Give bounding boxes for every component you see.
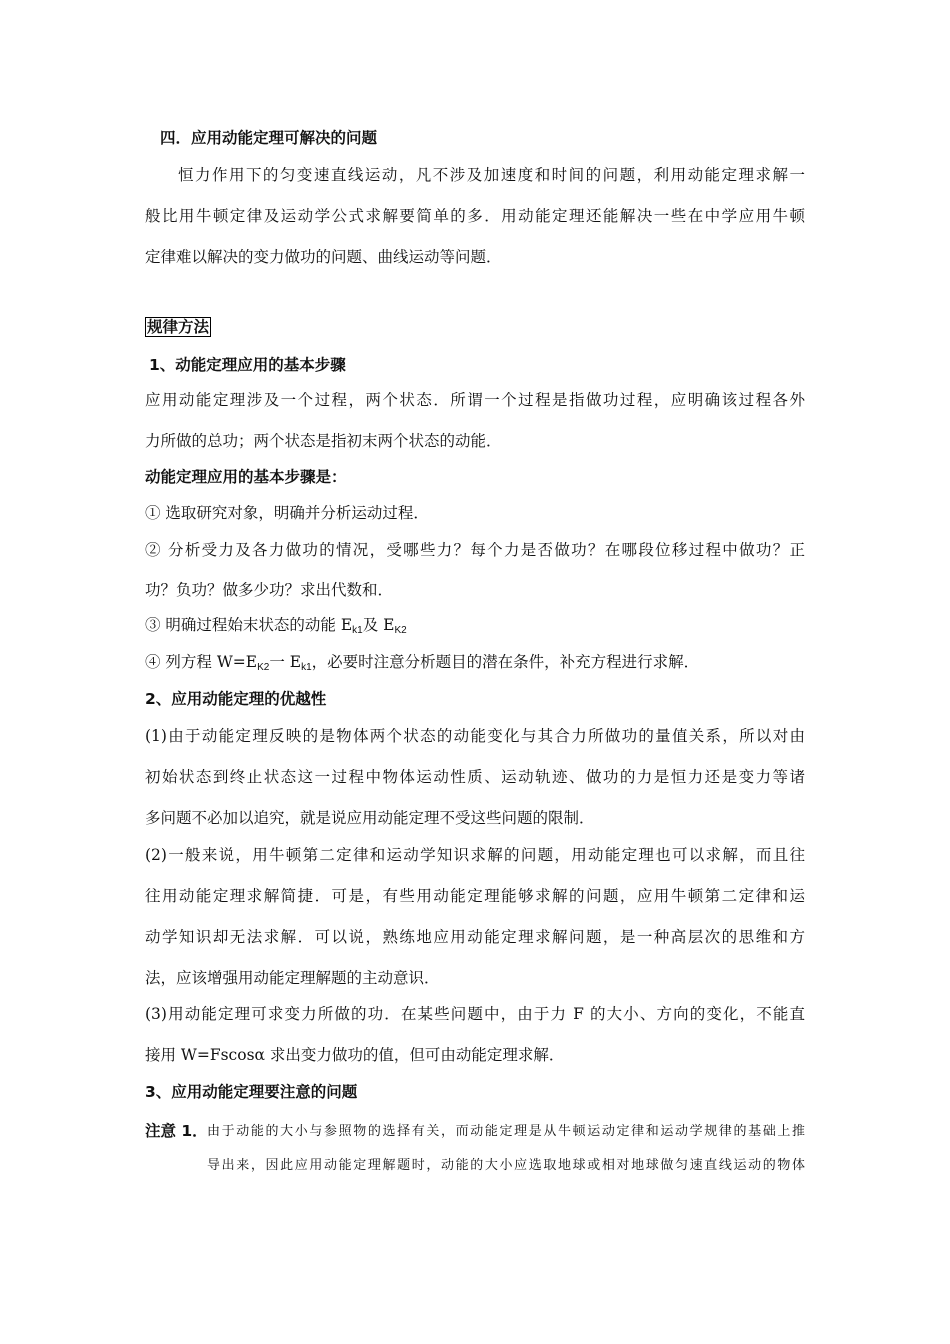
paragraph-line: 动学知识却无法求解．可以说，熟练地应用动能定理求解问题，是一种高层次的思维和方 [145,928,805,946]
methods-title: 规律方法 [147,318,210,336]
note-label: 注意 1． [145,1122,208,1140]
paragraph-line: (2)一般来说，用牛顿第二定律和运动学知识求解的问题，用动能定理也可以求解，而且往 [145,846,805,864]
paragraph-line: 接用 W=Fscosα 求出变力做功的值，但可由动能定理求解． [145,1046,565,1064]
paragraph-line: 定律难以解决的变力做功的问题、曲线运动等问题． [145,248,502,266]
step-item: ② 分析受力及各力做功的情况，受哪些力？每个力是否做功？在哪段位移过程中做功？正 [145,541,805,559]
paragraph-line: 法，应该增强用动能定理解题的主动意识． [145,969,440,987]
paragraph-line: 应用动能定理涉及一个过程，两个状态．所谓一个过程是指做功过程，应明确该过程各外 [145,391,805,409]
subheading-advantages: 2、应用动能定理的优越性 [145,690,327,708]
step-item: ④ 列方程 $W=E_{K2}$一 $E_{k1}$，必要时注意分析题目的潜在条件，补充方程进行求解． [145,653,700,673]
section-heading: 四．应用动能定理可解决的问题 [160,129,378,147]
steps-title: 动能定理应用的基本步骤是： [145,468,347,486]
step-item: ③ 明确过程始末状态的动能 $E_{k1}$及 $E_{K2}$ [145,616,407,636]
note-line: 导出来，因此应用动能定理解题时，动能的大小应选取地球或相对地球做匀速直线运动的物体 [207,1158,805,1173]
paragraph-line: (1)由于动能定理反映的是物体两个状态的动能变化与其合力所做功的量值关系，所以对由 [145,727,805,745]
subheading-notes: 3、应用动能定理要注意的问题 [145,1083,358,1101]
paragraph-line: 恒力作用下的匀变速直线运动，凡不涉及加速度和时间的问题，利用动能定理求解一 [178,166,805,184]
step-item: 功？负功？做多少功？求出代数和． [145,581,394,599]
step-item: ① 选取研究对象，明确并分析运动过程． [145,504,429,522]
subheading-steps: 1、动能定理应用的基本步骤 [149,356,346,374]
paragraph-line: 往用动能定理求解简捷．可是，有些用动能定理能够求解的问题，应用牛顿第二定律和运 [145,887,805,905]
paragraph-line: (3)用动能定理可求变力所做的功．在某些问题中，由于力 F 的大小、方向的变化，不能直 [145,1005,805,1023]
paragraph-line: 初始状态到终止状态这一过程中物体运动性质、运动轨迹、做功的力是恒力还是变力等诸 [145,768,805,786]
paragraph-line: 般比用牛顿定律及运动学公式求解要简单的多．用动能定理还能解决一些在中学应用牛顿 [145,207,805,225]
paragraph-line: 多问题不必加以追究，就是说应用动能定理不受这些问题的限制． [145,809,595,827]
note-line: 由于动能的大小与参照物的选择有关，而动能定理是从牛顿运动定律和运动学规律的基础上推 [207,1124,805,1139]
paragraph-line: 力所做的总功；两个状态是指初末两个状态的动能． [145,432,502,450]
